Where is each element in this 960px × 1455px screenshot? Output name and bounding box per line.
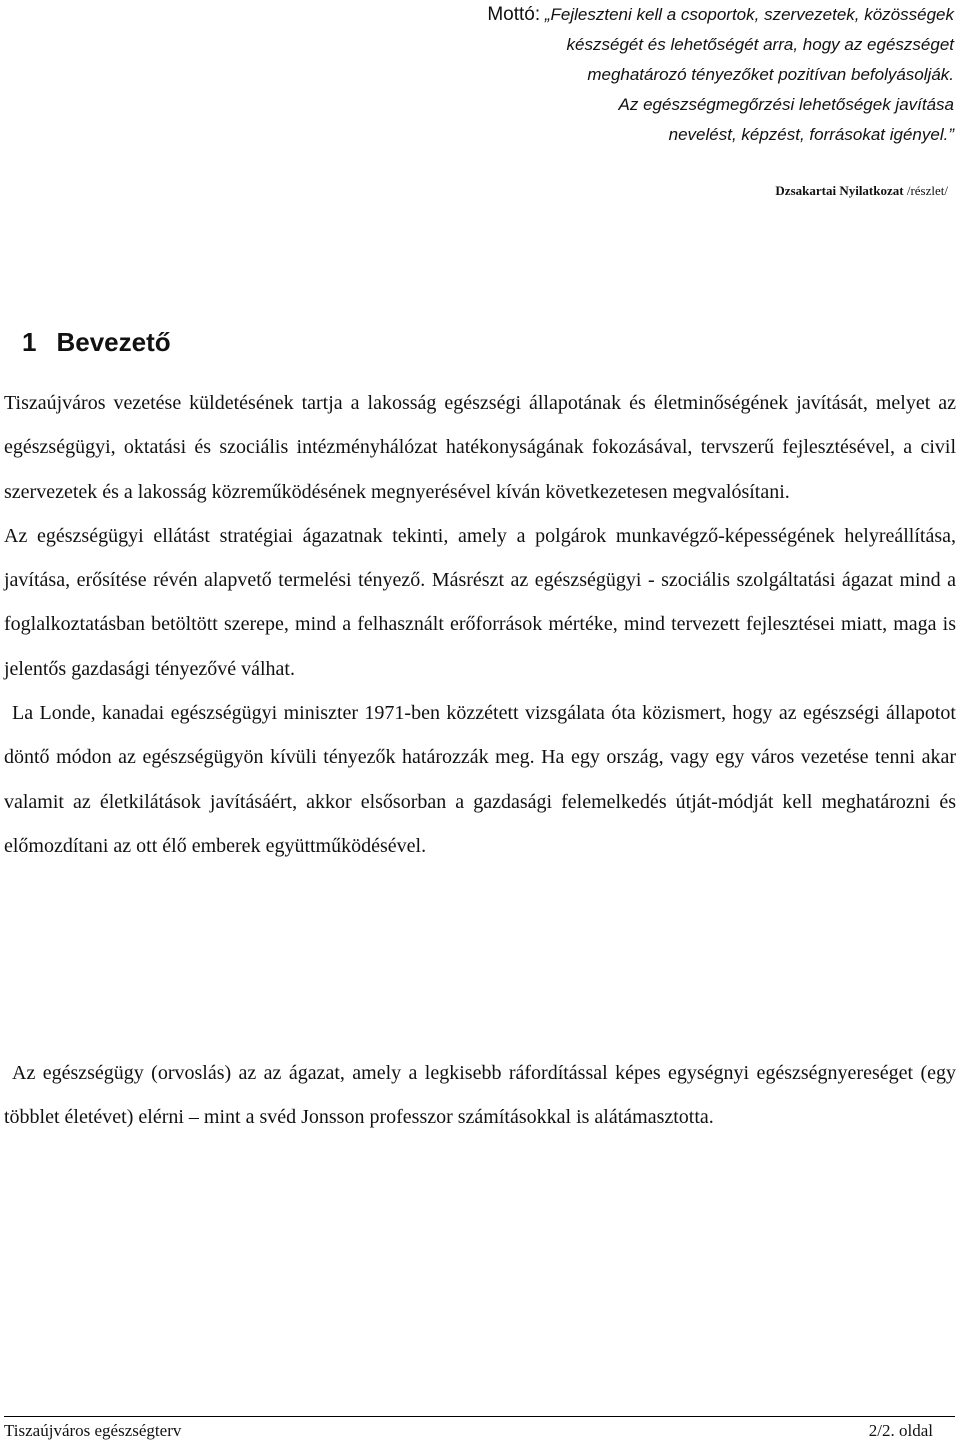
motto-line-2: készségét és lehetőségét arra, hogy az egészséget [566,35,954,54]
page-footer [4,1416,955,1445]
footer-page-number: 2/2. oldal [868,1421,933,1440]
motto-line-4: Az egészségmegőrzési lehetőségek javítása [618,95,954,114]
motto-source [775,181,948,201]
body-text-lower [4,1051,956,1140]
body-text-upper [4,381,956,868]
paragraph-intro: Tiszaújváros vezetése küldetésének tartja a lakosság egészségi állapotának és életminőségének javítását, melyet az egészségügyi, oktatási és szociális intézményhálózat hatékonyságának fokozásával, tervszerű fejlesztésével, a civil szervezetek és a lakosság közreműködésének megnyerésével kíván következetesen megvalósítani. [4,392,956,503]
motto-line-5: nevelést, képzést, forrásokat igényel.” [668,125,954,144]
section-title: Bevezető [56,327,171,357]
motto-line-1: Mottó: „Fejleszteni kell a csoportok, szervezetek, közösségek [487,4,954,25]
paragraph-health-sector: Az egészségügyi ellátást stratégiai ágazatnak tekinti, amely a polgárok munkavégző-képességének helyreállítása, javítása, erősítése révén alapvető termelési tényező. Másrészt az egészségügyi - szociális szolgáltatási ágazat mind a foglalkoztatásban betöltött szerepe, mind a felhasznált erőforrások mértéke, mind tervezett fejlesztései miatt, maga is jelentős gazdasági tényezővé válhat. [4,524,956,680]
section-heading [22,322,171,362]
motto-source-title: Dzsakartai Nyilatkozat [775,183,904,198]
motto-source-note: /részlet/ [906,183,948,198]
paragraph-la-londe: La Londe, kanadai egészségügyi miniszter 1971-ben közzétett vizsgálata óta közismert, hogy az egészségi állapotot döntő módon az egészségügyön kívüli tényezők határozzák meg. Ha egy ország, vagy egy város vezetése tenni akar valamit az életkilátások javításáért, akkor elsősorban a gazdasági felemelkedés útját-módját kell meghatározni és előmozdítani az ott élő emberek együttműködésével. [4,702,956,857]
motto-line-3: meghatározó tényezőket pozitívan befolyásolják. [587,65,954,84]
motto-label: Mottó [487,4,535,25]
paragraph-jonsson: Az egészségügy (orvoslás) az az ágazat, amely a legkisebb ráfordítással képes egységnyi egészségnyereséget (egy többlet életévet) elérni – mint a svéd Jonsson professzor számításokkal is alátámasztotta. [4,1062,956,1129]
motto [314,0,954,150]
section-number: 1 [22,327,37,357]
footer-document-title: Tiszaújváros egészségterv [4,1421,182,1440]
